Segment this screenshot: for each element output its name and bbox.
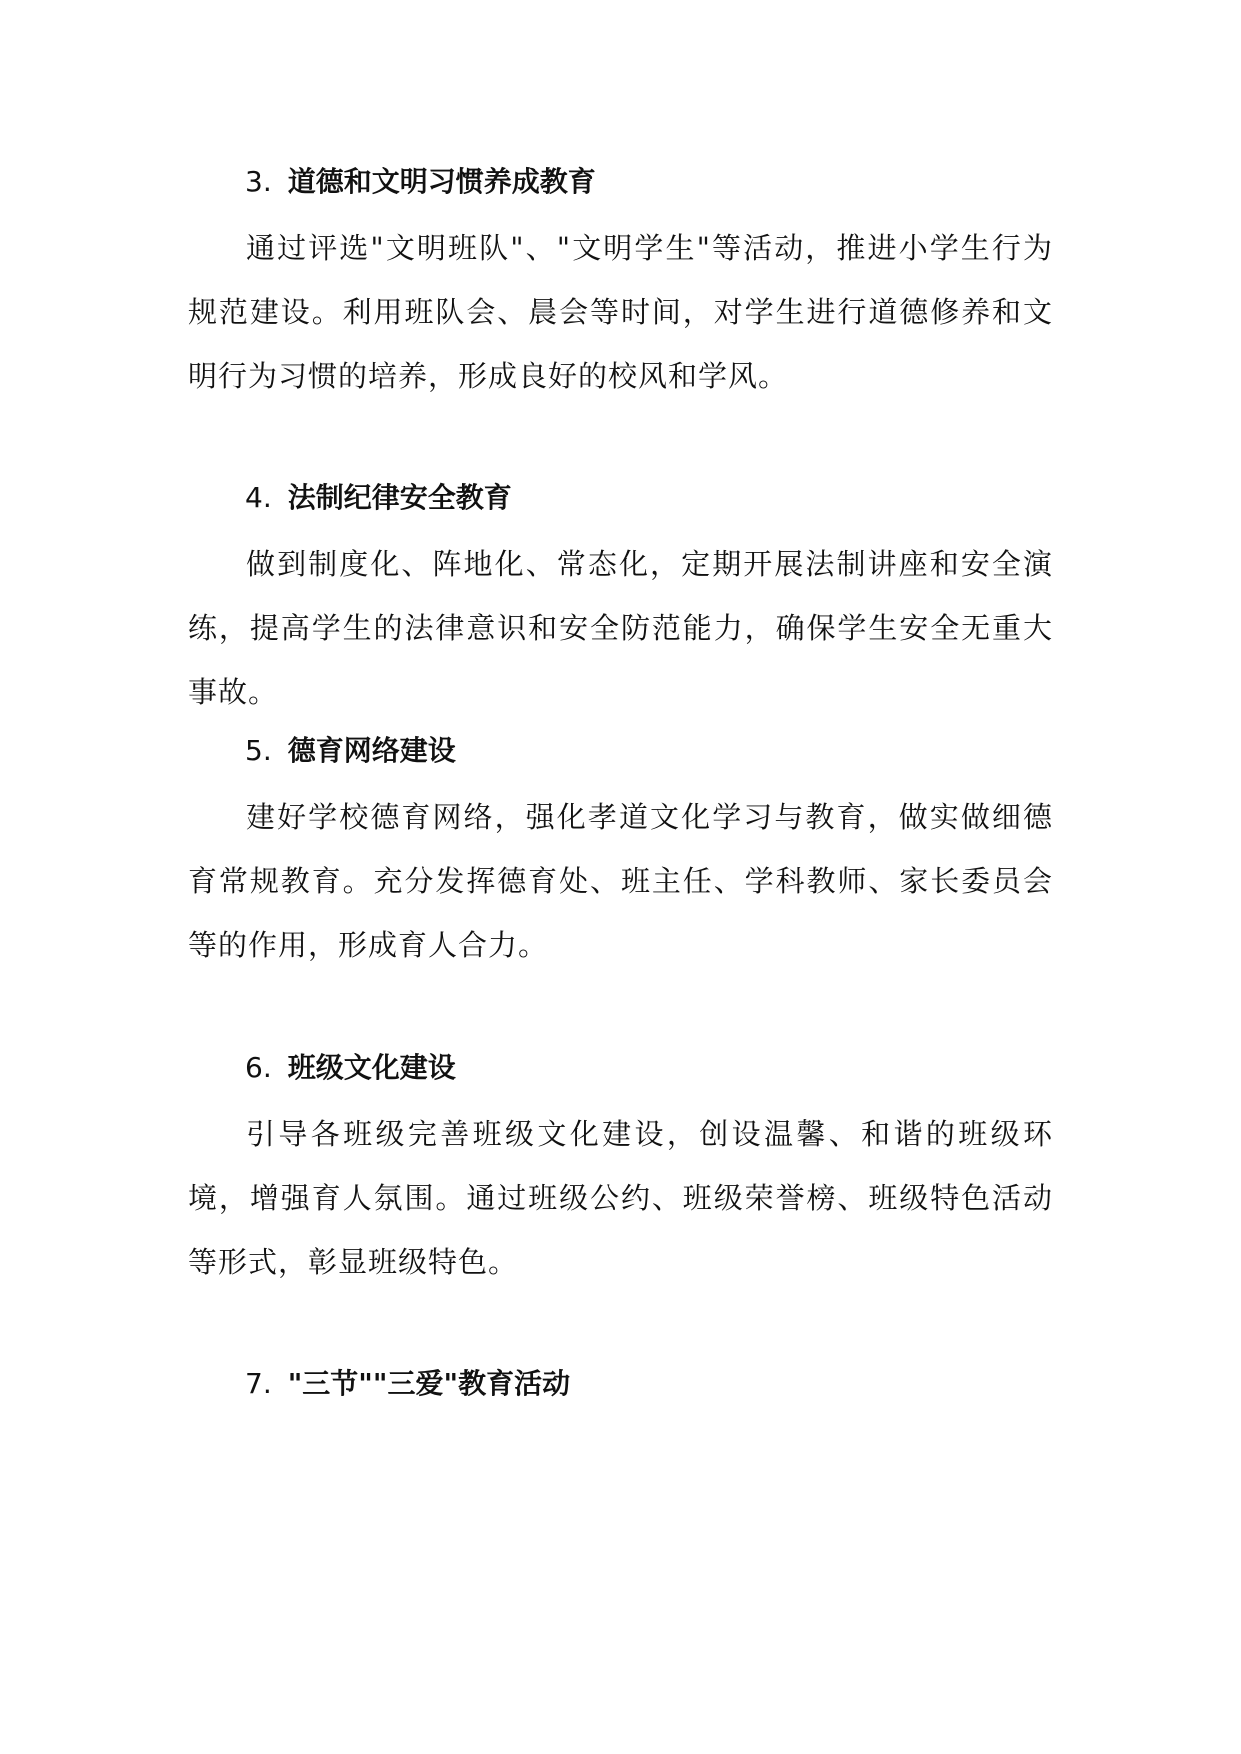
section-heading-6 — [245, 1048, 456, 1088]
section-paragraph-3: 通过评选"文明班队"、"文明学生"等活动，推进小学生行为规范建设。利用班队会、晨会等时间，对学生进行道德修养和文明行为习惯的培养，形成良好的校风和学风。 — [188, 231, 1053, 393]
section-number: 6. — [245, 1051, 272, 1084]
section-number: 7. — [245, 1367, 272, 1400]
section-heading-5 — [245, 731, 456, 771]
section-title: 德育网络建设 — [287, 734, 456, 767]
section-title: 道德和文明习惯养成教育 — [287, 165, 596, 198]
section-heading-7 — [245, 1364, 570, 1404]
section-title: 法制纪律安全教育 — [287, 481, 512, 514]
section-number: 5. — [245, 734, 272, 767]
section-paragraph-4: 做到制度化、阵地化、常态化，定期开展法制讲座和安全演练，提高学生的法律意识和安全防范能力，确保学生安全无重大事故。 — [188, 547, 1053, 709]
section-number: 4. — [245, 481, 272, 514]
section-title: 班级文化建设 — [287, 1051, 456, 1084]
section-title: "三节""三爱"教育活动 — [287, 1367, 571, 1400]
section-paragraph-5: 建好学校德育网络，强化孝道文化学习与教育，做实做细德育常规教育。充分发挥德育处、班主任、学科教师、家长委员会等的作用，形成育人合力。 — [188, 800, 1053, 962]
section-heading-3 — [245, 162, 596, 202]
section-paragraph-6: 引导各班级完善班级文化建设，创设温馨、和谐的班级环境，增强育人氛围。通过班级公约、班级荣誉榜、班级特色活动等形式，彰显班级特色。 — [188, 1117, 1053, 1279]
section-number: 3. — [245, 165, 272, 198]
section-heading-4 — [245, 478, 512, 518]
